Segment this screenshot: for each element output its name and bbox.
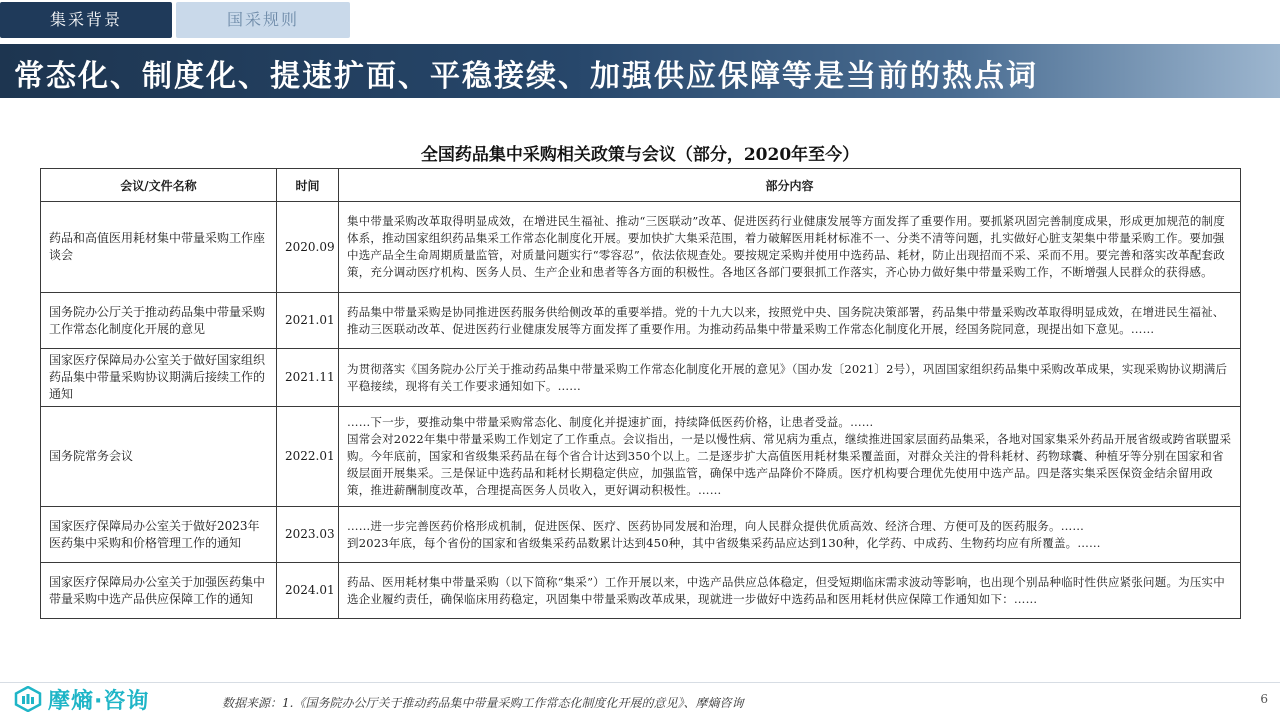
content-paragraph: 药品、医用耗材集中带量采购（以下简称“集采”）工作开展以来，中选产品供应总体稳定，但受短期临床需求波动等影响，也出现个别品种临时性供应紧张问题。为压实中选企业履约责任，确保临床用药稳定，巩固集中带量采购改革成果，现就进一步做好中选药品和医用耗材供应保障工作通知如下：…… xyxy=(347,574,1225,606)
row-content xyxy=(339,407,1241,507)
row-date: 2023.03 xyxy=(277,507,339,563)
content-paragraph: 到2023年底，每个省份的国家和省级集采药品数累计达到450种，其中省级集采药品应达到130种，化学药、中成药、生物药均应有所覆盖。…… xyxy=(347,535,1101,550)
policy-table xyxy=(40,168,1241,619)
data-source-note: 数据来源：1.《国务院办公厅关于推动药品集中带量采购工作常态化制度化开展的意见》、摩熵咨询 xyxy=(222,696,744,710)
row-date: 2024.01 xyxy=(277,563,339,619)
header-name: 会议/文件名称 xyxy=(41,169,277,202)
row-content xyxy=(339,563,1241,619)
table-row xyxy=(41,407,1241,507)
table-row xyxy=(41,349,1241,407)
row-name: 国家医疗保障局办公室关于做好国家组织药品集中带量采购协议期满后接续工作的通知 xyxy=(41,349,277,407)
footer-divider xyxy=(0,682,1280,683)
row-date: 2022.01 xyxy=(277,407,339,507)
content-paragraph: ……进一步完善医药价格形成机制，促进医保、医疗、医药协同发展和治理，向人民群众提供优质高效、经济合理、方便可及的医药服务。…… xyxy=(347,518,1085,533)
table-caption: 全国药品集中采购相关政策与会议（部分，2020年至今） xyxy=(420,145,860,165)
row-date: 2020.09 xyxy=(277,202,339,293)
row-content xyxy=(339,349,1241,407)
section-tabs xyxy=(0,0,1280,40)
page-title: 常态化、制度化、提速扩面、平稳接续、加强供应保障等是当前的热点词 xyxy=(14,59,1038,94)
content-paragraph: 国常会对2022年集中带量采购工作划定了工作重点。会议指出，一是以慢性病、常见病为重点，继续推进国家层面药品集采，各地对国家集采外药品开展省级或跨省联盟采购。今年底前，国家和省级集采药品在每个省合计达到350个以上。二是逐步扩大高值医用耗材集采覆盖面，对群众关注的骨科耗材、药物球囊、种植牙等分别在国家和省级层面开展集采。三是保证中选药品和耗材长期稳定供应，加强监管，确保中选产品降价不降质。医疗机构要合理优先使用中选产品。四是落实集采医保资金结余留用政策，推进薪酬制度改革，合理提高医务人员收入，更好调动积极性。…… xyxy=(347,432,1232,497)
table-row xyxy=(41,293,1241,349)
table-row xyxy=(41,507,1241,563)
logo-text: 摩熵·咨询 xyxy=(48,688,150,714)
table-header-row xyxy=(41,169,1241,202)
hexagon-logo-icon xyxy=(14,686,42,712)
table-row xyxy=(41,202,1241,293)
table-row xyxy=(41,563,1241,619)
row-name: 国务院常务会议 xyxy=(41,407,277,507)
row-date: 2021.11 xyxy=(277,349,339,407)
row-name: 药品和高值医用耗材集中带量采购工作座谈会 xyxy=(41,202,277,293)
content-paragraph: 集中带量采购改革取得明显成效，在增进民生福祉、推动“三医联动”改革、促进医药行业健康发展等方面发挥了重要作用。要抓紧巩固完善制度成果，形成更加规范的制度体系，推动国家组织药品集采工作常态化制度化开展。要加快扩大集采范围，着力破解医用耗材标准不一、分类不清等问题，扎实做好心脏支架集中带量采购工作。要加强中选产品全生命周期质量监管，对质量问题实行“零容忍”，依法依规查处。要按规定采购并使用中选药品、耗材，防止出现招而不采、采而不用。要完善和落实改革配套政策，充分调动医疗机构、医务人员、生产企业和患者等各方面的积极性。各地区各部门要狠抓工作落实，齐心协力做好集中带量采购工作，不断增强人民群众的获得感。 xyxy=(347,214,1225,279)
tab-rules[interactable]: 国采规则 xyxy=(176,2,350,38)
company-logo xyxy=(14,684,149,714)
tab-background[interactable]: 集采背景 xyxy=(0,2,172,38)
page-number: 6 xyxy=(1260,692,1268,706)
row-content xyxy=(339,507,1241,563)
row-name: 国家医疗保障局办公室关于做好2023年医药集中采购和价格管理工作的通知 xyxy=(41,507,277,563)
row-content xyxy=(339,293,1241,349)
row-name: 国务院办公厅关于推动药品集中带量采购工作常态化制度化开展的意见 xyxy=(41,293,277,349)
row-date: 2021.01 xyxy=(277,293,339,349)
content-paragraph: 为贯彻落实《国务院办公厅关于推动药品集中带量采购工作常态化制度化开展的意见》（国办发〔2021〕2号），巩固国家组织药品集中采购改革成果，实现采购协议期满后平稳接续，现将有关工作要求通知如下。…… xyxy=(347,361,1228,393)
content-paragraph: ……下一步，要推动集中带量采购常态化、制度化并提速扩面，持续降低医药价格，让患者受益。…… xyxy=(347,415,874,429)
header-content: 部分内容 xyxy=(339,169,1241,202)
header-date: 时间 xyxy=(277,169,339,202)
row-name: 国家医疗保障局办公室关于加强医药集中带量采购中选产品供应保障工作的通知 xyxy=(41,563,277,619)
title-banner xyxy=(0,44,1280,98)
row-content xyxy=(339,202,1241,293)
content-paragraph: 药品集中带量采购是协同推进医药服务供给侧改革的重要举措。党的十九大以来，按照党中央、国务院决策部署，药品集中带量采购改革取得明显成效，在增进民生福祉、推动三医联动改革、促进医药行业健康发展等方面发挥了重要作用。为推动药品集中带量采购工作常态化制度化开展，经国务院同意，现提出如下意见。…… xyxy=(347,304,1225,336)
